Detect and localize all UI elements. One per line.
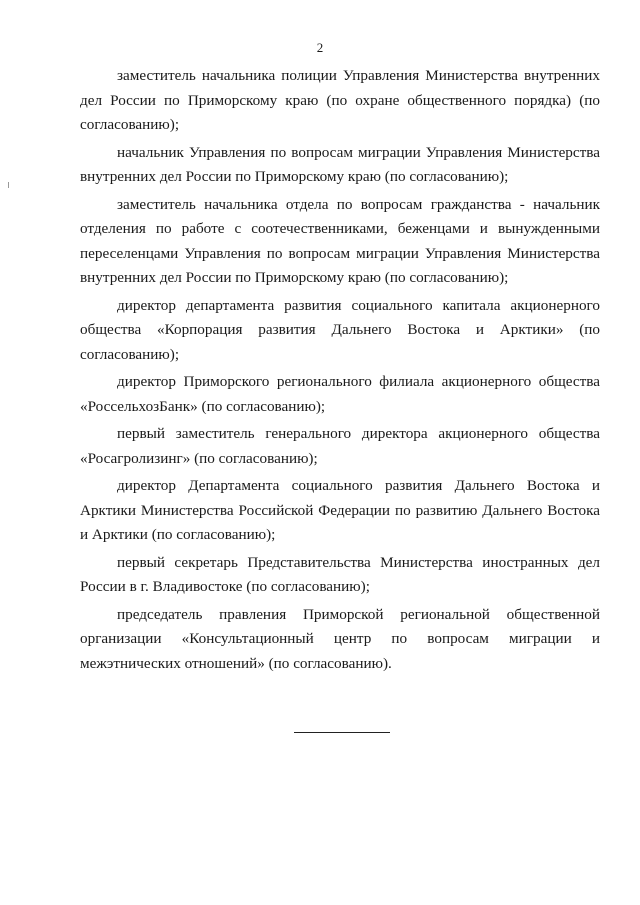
list-item: директор Департамента социального развития Дальнего Востока и Арктики Министерства Российской Федерации по развитию Дальнего Востока и Арктики (по согласованию); [80,477,600,543]
list-item: начальник Управления по вопросам миграции Управления Министерства внутренних дел России по Приморскому краю (по согласованию); [80,143,600,185]
end-divider [294,732,390,733]
page-number: 2 [316,40,324,55]
list-item: первый секретарь Представительства Министерства иностранных дел России в г. Владивостоке (по согласованию); [80,553,600,595]
list-item: председатель правления Приморской региональной общественной организации «Консультационный центр по вопросам миграции и межэтнических отношений» (по согласованию). [80,605,600,672]
list-item: заместитель начальника полиции Управления Министерства внутренних дел России по Приморскому краю (по охране общественного порядка) (по согласованию); [80,67,600,133]
list-item: первый заместитель генерального директора акционерного общества «Росагролизинг» (по согласованию); [80,425,600,467]
list-item: директор Приморского регионального филиала акционерного общества «РоссельхозБанк» (по согласованию); [80,373,600,415]
list-item: директор департамента развития социального капитала акционерного общества «Корпорация развития Дальнего Востока и Арктики» (по согласованию); [80,296,600,363]
list-item: заместитель начальника отдела по вопросам гражданства - начальник отделения по работе с соотечественниками, беженцами и вынужденными переселенцами Управления по вопросам миграции Управления Министерства внутренних дел России по Приморскому краю (по согласованию); [80,195,600,286]
scan-margin-mark [8,182,9,188]
document-body [80,64,600,679]
